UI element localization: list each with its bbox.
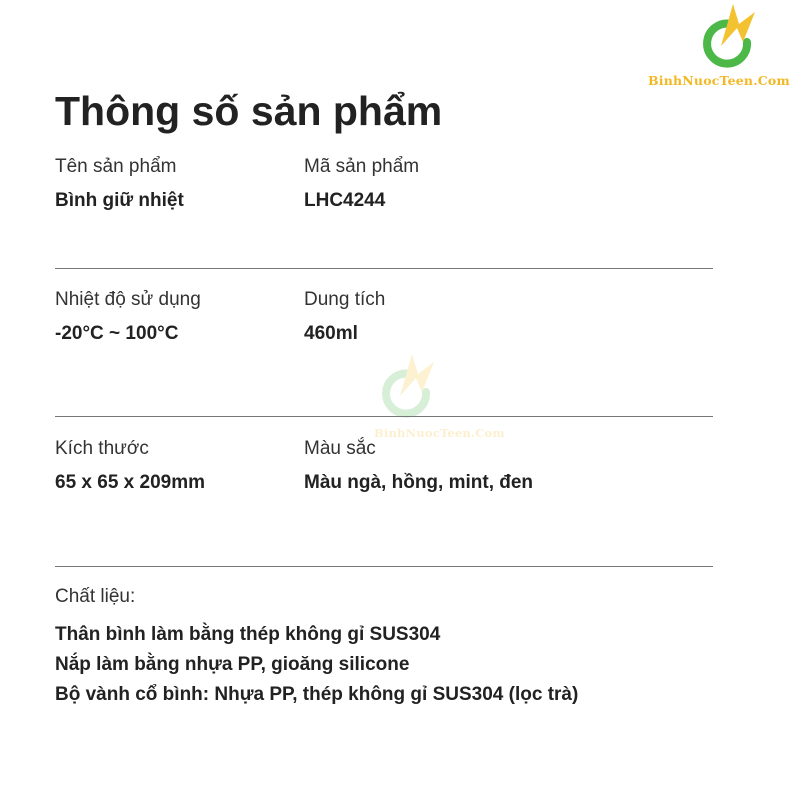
spec-product-code bbox=[304, 156, 419, 212]
watermark-logo-text: BinhNuocTeen.Com bbox=[374, 426, 505, 440]
brand-logo-icon bbox=[693, 2, 765, 74]
spec-value: 460ml bbox=[304, 323, 358, 344]
spec-value: Màu ngà, hồng, mint, đen bbox=[304, 472, 534, 493]
material-section bbox=[55, 586, 578, 710]
material-line: Bộ vành cổ bình: Nhựa PP, thép không gỉ SUS304 (lọc trà) bbox=[55, 684, 579, 705]
material-line: Nắp làm bằng nhựa PP, gioăng silicone bbox=[55, 654, 410, 675]
material-label: Chất liệu: bbox=[55, 586, 136, 607]
spec-capacity bbox=[304, 289, 385, 345]
divider bbox=[55, 268, 713, 269]
spec-dimensions bbox=[55, 438, 205, 494]
spec-value: LHC4244 bbox=[304, 190, 386, 211]
spec-label: Kích thước bbox=[55, 438, 149, 459]
spec-label: Màu sắc bbox=[304, 438, 376, 459]
spec-value: -20°C ~ 100°C bbox=[55, 323, 179, 344]
spec-label: Mã sản phẩm bbox=[304, 156, 420, 177]
brand-logo-text: BinhNuocTeen.Com bbox=[648, 73, 790, 88]
spec-temperature bbox=[55, 289, 201, 345]
watermark-logo bbox=[360, 352, 505, 444]
spec-label: Nhiệt độ sử dụng bbox=[55, 289, 201, 310]
spec-product-name bbox=[55, 156, 184, 212]
divider bbox=[55, 566, 713, 567]
page-title: Thông số sản phẩm bbox=[55, 88, 443, 134]
watermark-logo-icon bbox=[372, 352, 444, 424]
spec-colors bbox=[304, 438, 533, 494]
spec-label: Dung tích bbox=[304, 289, 386, 310]
divider bbox=[55, 416, 713, 417]
spec-value: 65 x 65 x 209mm bbox=[55, 472, 206, 493]
spec-label: Tên sản phẩm bbox=[55, 156, 177, 177]
brand-logo bbox=[648, 2, 798, 92]
spec-value: Bình giữ nhiệt bbox=[55, 190, 184, 211]
material-line: Thân bình làm bằng thép không gỉ SUS304 bbox=[55, 624, 441, 645]
